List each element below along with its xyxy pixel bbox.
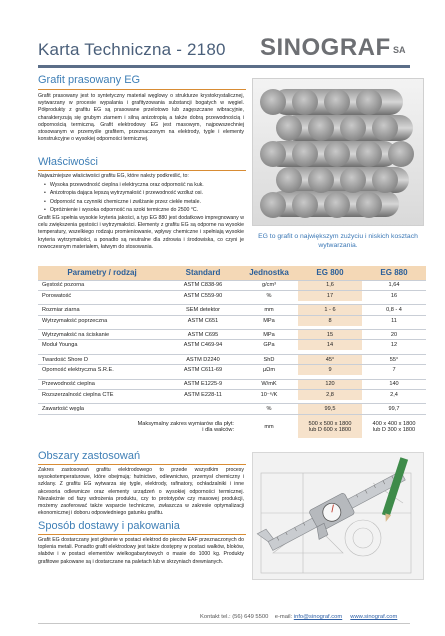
- table-cell: µΩm: [240, 365, 298, 375]
- table-cell: mm: [240, 305, 298, 315]
- section-title-grafit: Grafit prasowany EG: [38, 74, 141, 86]
- table-cell: Moduł Younga: [38, 340, 166, 350]
- brand-suffix: SA: [393, 45, 406, 55]
- table-row: [38, 280, 426, 290]
- table-cell: ASTM E228-11: [166, 390, 240, 400]
- table-cell: Gęstość pozorna: [38, 280, 166, 290]
- footer-contact: [200, 614, 397, 620]
- table-cell: ASTM C651: [166, 315, 240, 325]
- caliper-drawing-photo: [252, 452, 424, 580]
- table-row: [38, 379, 426, 389]
- page-title: Karta Techniczna - 2180: [38, 40, 226, 59]
- photo-caption: EG to grafit o największym zużyciu i niskich kosztach wytwarzania.: [258, 233, 418, 249]
- table-header-row: [38, 266, 426, 280]
- section-title-zastosowan: Obszary zastosowań: [38, 450, 141, 462]
- table-cell: mm: [240, 414, 298, 438]
- table-cell: [298, 414, 362, 438]
- dims-value: 400 x 400 x 1800: [372, 420, 416, 427]
- table-cell: MPa: [240, 330, 298, 340]
- dims-label-plates: Maksymalny zakres wymiarów dla płyt:: [137, 420, 234, 427]
- table-cell: 16: [362, 290, 426, 300]
- table-cell: Wytrzymałość na ściskanie: [38, 330, 166, 340]
- table-header-cell: EG 800: [298, 266, 362, 280]
- table-row: [38, 404, 426, 414]
- table-cell: %: [240, 290, 298, 300]
- table-header-cell: Standard: [166, 266, 240, 280]
- zastosowan-paragraph: Zakres zastosowań grafitu elektrodowego to przede wszystkim procesy wysokotemperaturowe, które obejmują: hutnictwo, odlewnictwo, przemysł chemiczny i szklany. Z grafitu EG wytwarza się tygle, elektrody, rafinatory, ochładzalniki i inne akcesoria odlewnicze oraz elementy urządzeń o wysokiej odporności termicznej. Niezależnie od fazy wdrożenia produktu, czy to prototypów czy masowej produkcji, możemy zaoferować także wsparcie techniczne, zwłaszcza w zakresie optymalizacji ekonomicznej i doboru odpowiedniego gatunku grafitu.: [38, 467, 244, 517]
- table-cell: [38, 414, 240, 438]
- wlasciwosci-intro: Najważniejsze właściwości grafitu EG, które należy podkreślić, to:: [38, 173, 189, 179]
- table-cell: 45°: [298, 354, 362, 364]
- dims-value: 500 x 500 x 1800: [308, 420, 352, 427]
- table-cell: Wytrzymałość poprzeczna: [38, 315, 166, 325]
- table-cell: ASTM C695: [166, 330, 240, 340]
- table-cell: 1 - 6: [298, 305, 362, 315]
- table-cell: 7: [362, 365, 426, 375]
- table-row: [38, 365, 426, 375]
- table-cell: 10⁻⁶/K: [240, 390, 298, 400]
- table-cell: 140: [362, 379, 426, 389]
- table-cell: Przewodność cieplna: [38, 379, 166, 389]
- dims-label-rods: i dla wałców:: [202, 426, 234, 433]
- table-cell: ASTM D2240: [166, 354, 240, 364]
- dims-value: lub D 300 x 1800: [372, 426, 416, 433]
- dims-value: lub D 600 x 1800: [308, 426, 352, 433]
- table-cell: 17: [298, 290, 362, 300]
- table-cell: Porowatość: [38, 290, 166, 300]
- table-row: [38, 340, 426, 350]
- section-rule: [38, 464, 246, 465]
- table-cell: ASTM C838-96: [166, 280, 240, 290]
- footer-email-label: e-mail:: [274, 614, 293, 620]
- table-cell: Oporność elektryczna S.R.E.: [38, 365, 166, 375]
- table-header-cell: Jednostka: [240, 266, 298, 280]
- grafit-paragraph: Grafit prasowany jest to syntetyczny materiał węglowy o strukturze krystokrystalicznej, wytwarzany w procesie wypalania i grafityzowania substancji bogatych w węgiel. Półprodukty z grafitu EG są prasowane przelotowo lub zagęszczane wibracyjnie, charakteryzują się grubym ziarnem i silną anizotropią a także dobrą przewodnością i odpornością termiczną. Grafit elektrodowy EG jest masowym, najpowszechniej stosowanym w przemyśle grafitem, przeznaczonym na elektrody, tygle i elementy konstrukcyjne o wysokiej odporności termicznej.: [38, 93, 244, 143]
- table-cell: 14: [298, 340, 362, 350]
- table-row: [38, 414, 426, 438]
- table-cell: SEM detektor: [166, 305, 240, 315]
- footer-email-link[interactable]: info@sinograf.com: [293, 614, 343, 620]
- section-title-wlasciwosci: Właściwości: [38, 156, 98, 168]
- table-cell: 12: [362, 340, 426, 350]
- wlasciwosci-paragraph: Grafit EG spełnia wysokie kryteria jakości, a typ EG 880 jest dodatkowo impregnowany w celu zwiększenia gęstości i wytrzymałości. Elementy z grafitu EG są odporne na wysokie temperatury, wszelkiego rodzaju promieniowanie, wpływy chemiczne i spełniają wysokie kryteria wytrzymałości, a ponadto są neutralne dla zdrowia i środowiska, co czyni je nowoczesnym materiałem, łatwym do stosowania.: [38, 215, 244, 250]
- table-cell: Rozmiar ziarna: [38, 305, 166, 315]
- table-cell: 20: [362, 330, 426, 340]
- table-cell: ASTM C611-69: [166, 365, 240, 375]
- table-row: [38, 315, 426, 325]
- footer-website-link[interactable]: www.sinograf.com: [350, 614, 398, 620]
- section-rule: [38, 534, 246, 535]
- section-title-dostawy: Sposób dostawy i pakowania: [38, 520, 180, 532]
- table-cell: Twardość Shore D: [38, 354, 166, 364]
- dostawy-paragraph: Grafit EG dostarczany jest głównie w postaci elektrod do pieców EAF przeznaczonych do toplenia metali. Ponadto grafit elektrodowy jest także dostępny w postaci wałków, bloków, słabów i w postaci elementów wielkogabarytowych o masie do 1000 kg. Produkty grafitowe pakowane są i dostarczane na paletach lub w skrzyniach drewnianych.: [38, 537, 244, 565]
- table-cell: 2,8: [298, 390, 362, 400]
- table-cell: 55°: [362, 354, 426, 364]
- table-header-cell: Parametry / rodzaj: [38, 266, 166, 280]
- table-cell: 9: [298, 365, 362, 375]
- table-row: [38, 290, 426, 300]
- list-item: • Opróżnienie i wysoka odporność na szoki termiczne do 2500 °C.: [44, 206, 244, 214]
- table-header-cell: EG 880: [362, 266, 426, 280]
- table-cell: MPa: [240, 315, 298, 325]
- table-cell: 99,5: [298, 404, 362, 414]
- list-item: • Wysoka przewodność cieplna i elektryczna oraz odporność na kuk.: [44, 181, 244, 189]
- table-cell: %: [240, 404, 298, 414]
- section-rule: [38, 89, 246, 90]
- table-cell: 1,6: [298, 280, 362, 290]
- table-cell: 99,7: [362, 404, 426, 414]
- table-cell: ASTM C469-94: [166, 340, 240, 350]
- table-cell: 8: [298, 315, 362, 325]
- table-cell: 15: [298, 330, 362, 340]
- table-cell: Zawartość węgla: [38, 404, 166, 414]
- header-rule: [38, 65, 410, 68]
- table-cell: [362, 414, 426, 438]
- table-cell: ASTM E1225-9: [166, 379, 240, 389]
- table-row: [38, 305, 426, 315]
- table-cell: ShD: [240, 354, 298, 364]
- footer-phone: Kontakt tel.: (56) 649 5500: [200, 614, 269, 620]
- list-item: • Odporność na czynniki chemiczne i zwilżanie przez ciekłe metale.: [44, 198, 244, 206]
- table-row: [38, 390, 426, 400]
- footer-rule: [38, 623, 410, 624]
- brand-logo: SINOGRAF: [260, 34, 391, 61]
- table-cell: g/cm³: [240, 280, 298, 290]
- table-cell: 120: [298, 379, 362, 389]
- table-cell: 11: [362, 315, 426, 325]
- table-cell: 1,64: [362, 280, 426, 290]
- table-cell: ASTM C559-90: [166, 290, 240, 300]
- table-cell: [166, 404, 240, 414]
- table-cell: 2,4: [362, 390, 426, 400]
- table-cell: W/mK: [240, 379, 298, 389]
- table-cell: Rozszerzalność cieplna CTE: [38, 390, 166, 400]
- list-item: • Anizotropia dająca lepszą wytrzymałość i przewodność wzdłuż osi.: [44, 189, 244, 197]
- table-row: [38, 354, 426, 364]
- properties-list: [44, 181, 244, 215]
- graphite-rods-photo: [252, 78, 424, 226]
- table-cell: GPa: [240, 340, 298, 350]
- properties-table: [38, 266, 426, 438]
- section-rule: [38, 170, 246, 171]
- table-row: [38, 330, 426, 340]
- table-cell: 0,8 - 4: [362, 305, 426, 315]
